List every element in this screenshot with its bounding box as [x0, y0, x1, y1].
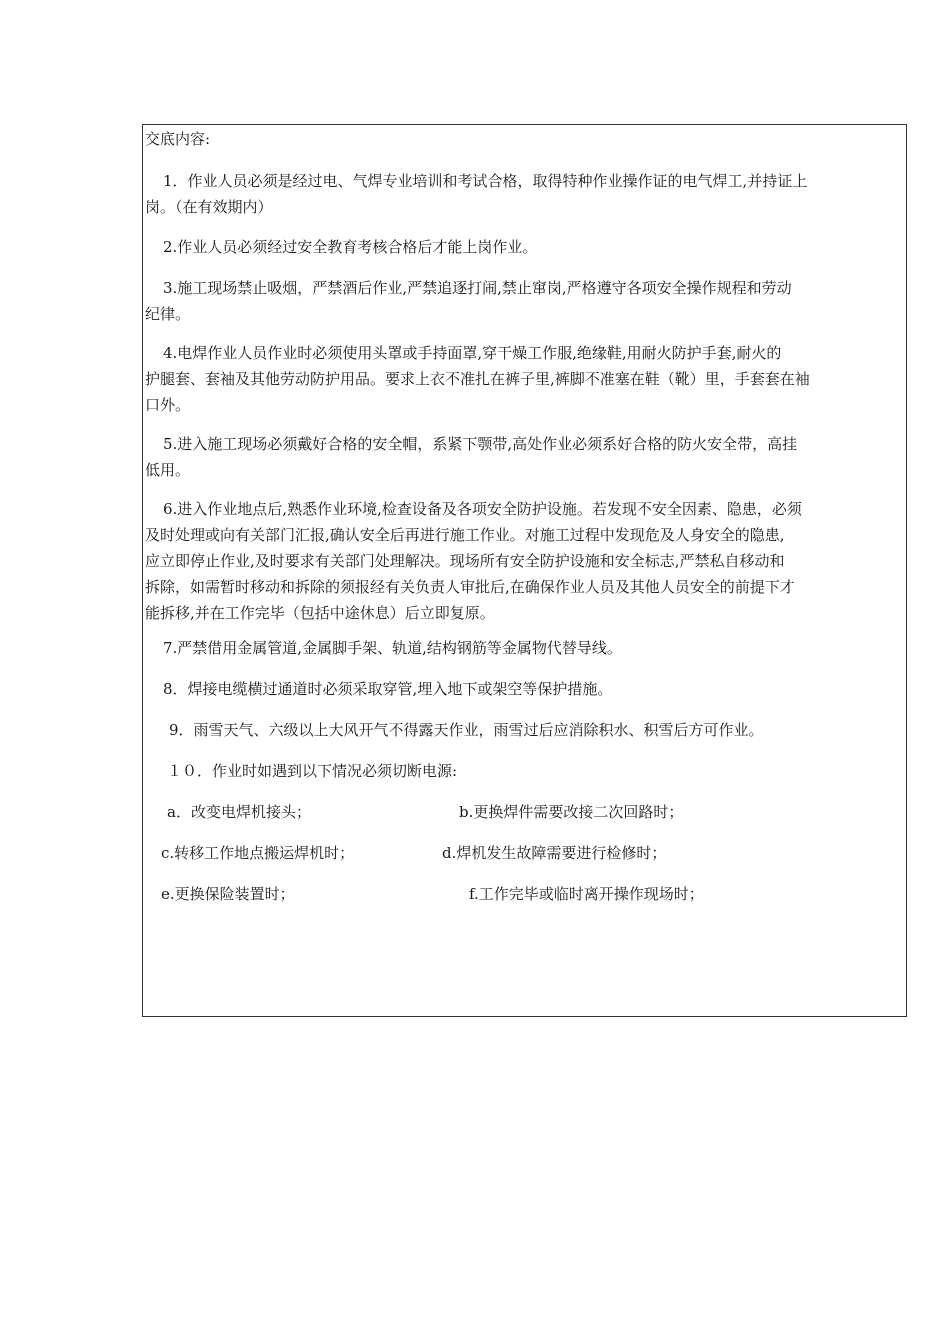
paragraph-line: 应立即停止作业,及时要求有关部门处理解决。现场所有安全防护设施和安全标志,严禁私自移动和: [145, 552, 785, 570]
paragraph-3: [145, 275, 907, 327]
disclosure-content-box: [142, 124, 907, 1017]
paragraph-line: 口外。: [145, 396, 191, 414]
paragraph-line: 1．作业人员必须是经过电、气焊专业培训和考试合格，取得特种作业操作证的电气焊工,并持证上: [163, 172, 808, 190]
paragraph-line: 岗。（在有效期内）: [145, 198, 273, 216]
paragraph-line: 4.电焊作业人员作业时必须使用头罩或手持面罩,穿干燥工作服,绝缘鞋,用耐火防护手套,耐火的: [163, 344, 782, 362]
condition-row: [143, 881, 905, 907]
paragraph-4: [145, 340, 907, 418]
condition-right: f.工作完毕或临时离开操作现场时；: [469, 885, 704, 903]
paragraph-line: 纪律。: [145, 305, 191, 323]
paragraph-10: [145, 758, 907, 784]
paragraph-line: 拆除，如需暂时移动和拆除的须报经有关负责人审批后,在确保作业人员及其他人员安全的前提下才: [145, 578, 795, 596]
paragraph-line: 及时处理或向有关部门汇报,确认安全后再进行施工作业。对施工过程中发现危及人身安全的隐患,: [145, 526, 785, 544]
paragraph-line: 7.严禁借用金属管道,金属脚手架、轨道,结构钢筋等金属物代替导线。: [163, 639, 622, 657]
paragraph-2: [145, 234, 907, 260]
paragraph-7: [145, 635, 907, 661]
paragraph-1: [145, 168, 907, 220]
section-heading: 交底内容:: [145, 130, 211, 148]
paragraph-9: [145, 717, 907, 743]
paragraph-8: [145, 676, 907, 702]
paragraph-line: 6.进入作业地点后,熟悉作业环境,检查设备及各项安全防护设施。若发现不安全因素、隐患，必须: [163, 500, 802, 518]
paragraph-line: 8．焊接电缆横过通道时必须采取穿管,埋入地下或架空等保护措施。: [163, 680, 613, 698]
paragraph-line: 3.施工现场禁止吸烟，严禁酒后作业,严禁追逐打闹,禁止窜岗,严格遵守各项安全操作规程和劳动: [163, 279, 792, 297]
condition-left: c.转移工作地点搬运焊机时；: [161, 844, 355, 862]
condition-left: a．改变电焊机接头；: [167, 803, 311, 821]
condition-row: [143, 799, 905, 825]
paragraph-line: 低用。: [145, 461, 191, 479]
condition-row: [143, 840, 905, 866]
condition-right: b.更换焊件需要改接二次回路时；: [459, 803, 684, 821]
paragraph-5: [145, 431, 907, 483]
paragraph-line: 9．雨雪天气、六级以上大风开气不得露天作业，雨雪过后应消除积水、积雪后方可作业。: [169, 721, 764, 739]
paragraph-6: [145, 496, 907, 626]
paragraph-line: 2.作业人员必须经过安全教育考核合格后才能上岗作业。: [163, 238, 538, 256]
condition-left: e.更换保险装置时；: [161, 885, 295, 903]
paragraph-line: 护腿套、套袖及其他劳动防护用品。要求上衣不准扎在裤子里,裤脚不准塞在鞋（靴）里，手套套在袖: [145, 370, 810, 388]
paragraph-line: １０．作业时如遇到以下情况必须切断电源:: [167, 762, 458, 780]
condition-right: d.焊机发生故障需要进行检修时；: [442, 844, 667, 862]
paragraph-line: 能拆移,并在工作完毕（包括中途休息）后立即复原。: [145, 604, 495, 622]
paragraph-line: 5.进入施工现场必须戴好合格的安全帽，系紧下颚带,高处作业必须系好合格的防火安全带，高挂: [163, 435, 798, 453]
